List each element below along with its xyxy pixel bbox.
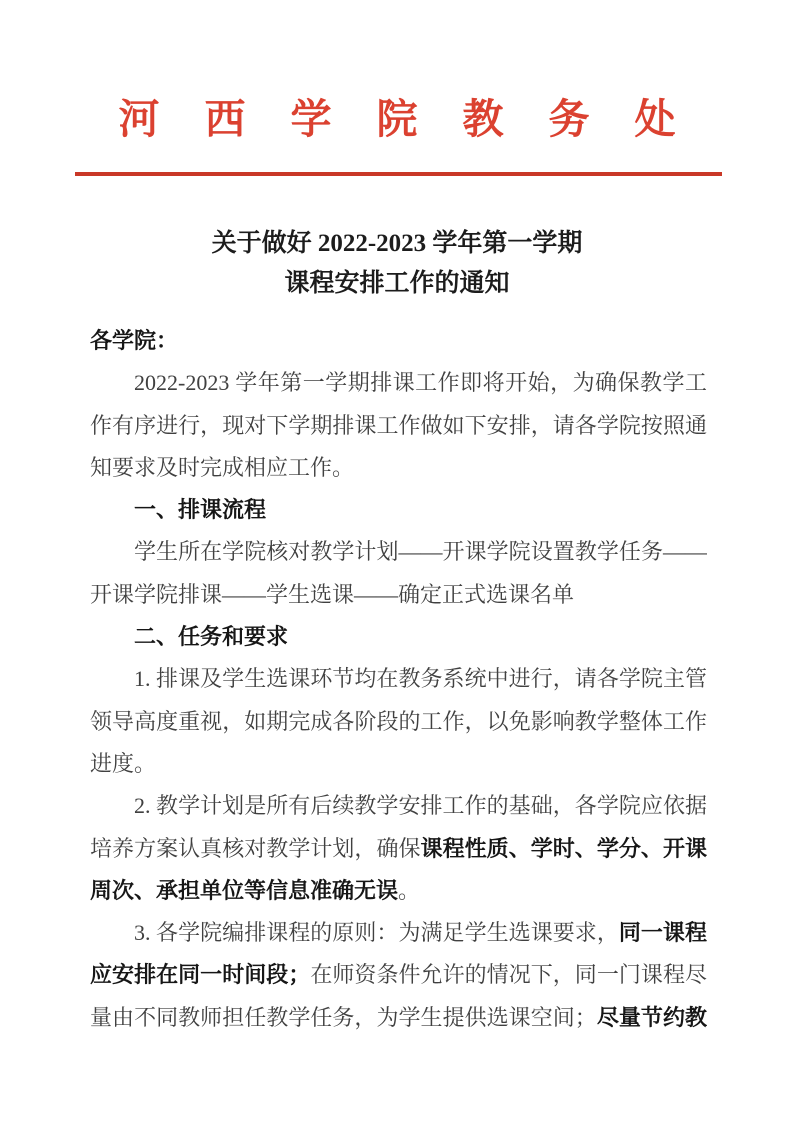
paragraph-line	[90, 954, 707, 996]
paragraph-line	[90, 997, 707, 1039]
bold-text-run: 各学院：	[90, 328, 179, 353]
paragraph-line	[90, 658, 707, 700]
paragraph-line	[90, 785, 707, 827]
paragraph-line	[90, 531, 707, 573]
document-title-line-1: 关于做好 2022-2023 学年第一学期	[211, 230, 583, 257]
letterhead-divider-rule	[75, 172, 722, 176]
paragraph-line	[90, 405, 707, 447]
paragraph-line	[90, 870, 707, 912]
bold-text-run: 应安排在同一时间段；	[90, 962, 311, 988]
paragraph-line	[90, 574, 707, 616]
document-body	[90, 320, 707, 1039]
paragraph-line	[90, 828, 707, 870]
text-run: 1. 排课及学生选课环节均在教务系统中进行，请各学院主管	[134, 666, 707, 692]
text-run: 领导高度重视，如期完成各阶段的工作，以免影响教学整体工作	[90, 708, 707, 734]
salutation-line	[90, 320, 707, 362]
bold-text-run: 课程性质、学时、学分、开课	[420, 835, 707, 861]
text-run: 开课学院排课——学生选课——确定正式选课名单	[90, 581, 575, 607]
letterhead-office-name: 河西学院教务处	[118, 96, 721, 142]
paragraph-line	[90, 447, 707, 489]
paragraph-line	[90, 743, 707, 785]
text-run: 2. 教学计划是所有后续教学安排工作的基础，各学院应依据	[134, 793, 707, 819]
text-run: 量由不同教师担任教学任务，为学生提供选课空间；	[90, 1004, 597, 1030]
text-run: 3. 各学院编排课程的原则：为满足学生选课要求，	[134, 920, 619, 946]
section-heading-line	[90, 616, 707, 658]
paragraph-line	[90, 912, 707, 954]
text-run: 知要求及时完成相应工作。	[90, 454, 355, 480]
text-run: 在师资条件允许的情况下，同一门课程尽	[310, 962, 707, 988]
bold-text-run: 二、任务和要求	[134, 624, 289, 650]
bold-text-run: 一、排课流程	[134, 497, 267, 523]
paragraph-line	[90, 701, 707, 743]
bold-text-run: 尽量节约教	[596, 1004, 707, 1030]
text-run: 培养方案认真核对教学计划，确保	[90, 835, 421, 861]
bold-text-run: 同一课程	[618, 920, 707, 946]
document-title	[0, 224, 794, 304]
text-run: 。	[398, 877, 421, 903]
text-run: 2022-2023 学年第一学期排课工作即将开始，为确保教学工	[134, 370, 707, 396]
section-heading-line	[90, 489, 707, 531]
bold-text-run: 周次、承担单位等信息准确无误	[90, 877, 399, 903]
document-title-line-2: 课程安排工作的通知	[284, 270, 510, 297]
text-run: 学生所在学院核对教学计划——开课学院设置教学任务——	[134, 539, 707, 565]
paragraph-line	[90, 362, 707, 404]
text-run: 进度。	[90, 750, 157, 776]
text-run: 作有序进行，现对下学期排课工作做如下安排，请各学院按照通	[90, 412, 707, 438]
